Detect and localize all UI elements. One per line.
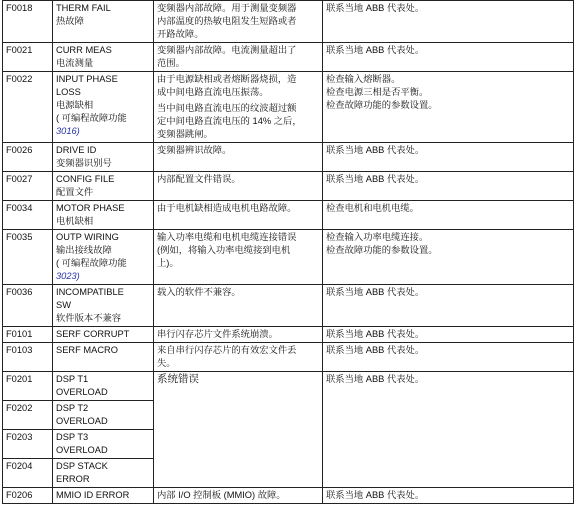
fault-name-line: 热故障 <box>56 16 84 26</box>
fault-action-line: 联系当地 ABB 代表处。 <box>326 3 425 13</box>
fault-action <box>323 285 574 327</box>
fault-code: F0027 <box>3 172 53 201</box>
fault-code: F0204 <box>3 459 53 488</box>
fault-cause-line: 载入的软件不兼容。 <box>157 287 241 297</box>
fault-name-line: SERF MACRO <box>56 345 118 355</box>
fault-cause-line: 由于电机缺相造成电机电路故障。 <box>157 203 297 213</box>
fault-name-line: OVERLOAD <box>56 387 108 397</box>
table-row <box>3 172 574 201</box>
fault-cause-line: 上)。 <box>157 258 179 268</box>
fault-action <box>323 172 574 201</box>
table-row <box>3 343 574 372</box>
fault-cause-line: 内部温度的热敏电阻发生短路或者 <box>157 16 297 26</box>
table-row <box>3 72 574 143</box>
table-row <box>3 327 574 343</box>
fault-cause-line: 变频器跳闸。 <box>157 129 213 139</box>
fault-cause <box>154 285 323 327</box>
fault-name <box>53 430 154 459</box>
fault-name-line: 软件版本不兼容 <box>56 313 122 323</box>
fault-code: F0018 <box>3 1 53 43</box>
fault-action-line: 检查故障功能的参数设置。 <box>326 245 438 255</box>
fault-name-line: MMIO ID ERROR <box>56 490 130 500</box>
table-row <box>3 201 574 230</box>
fault-name-line: 电源缺相 <box>56 100 94 110</box>
fault-code: F0026 <box>3 143 53 172</box>
fault-cause <box>154 343 323 372</box>
fault-code: F0206 <box>3 488 53 504</box>
table-row <box>3 488 574 504</box>
fault-cause-line: 输入功率电缆和电机电缆连接错误 <box>157 232 297 242</box>
fault-action <box>323 327 574 343</box>
fault-cause-line: 当中间电路直流电压的纹波超过额 <box>157 103 297 113</box>
fault-cause-line: 变频器辨识故障。 <box>157 145 232 155</box>
fault-cause <box>154 327 323 343</box>
fault-code: F0202 <box>3 401 53 430</box>
fault-name-line: CURR MEAS <box>56 45 112 55</box>
fault-name <box>53 488 154 504</box>
fault-name-line: OVERLOAD <box>56 445 108 455</box>
fault-name-line: MOTOR PHASE <box>56 203 125 213</box>
fault-name-line: INPUT PHASE <box>56 74 118 84</box>
fault-action: 联系当地 ABB 代表处。 <box>323 372 574 488</box>
fault-cause <box>154 43 323 72</box>
parameter-reference: 3023) <box>56 271 80 281</box>
fault-action <box>323 343 574 372</box>
table-row <box>3 372 574 401</box>
fault-action-line: 联系当地 ABB 代表处。 <box>326 174 425 184</box>
fault-cause <box>154 230 323 285</box>
table-row <box>3 43 574 72</box>
fault-action-line: 检查故障功能的参数设置。 <box>326 100 438 110</box>
fault-code: F0022 <box>3 72 53 143</box>
fault-name <box>53 459 154 488</box>
fault-name-line: 电机缺相 <box>56 216 94 226</box>
fault-name-line: SERF CORRUPT <box>56 329 130 339</box>
fault-name <box>53 230 154 285</box>
fault-action <box>323 143 574 172</box>
fault-cause-line: 开路故障。 <box>157 29 204 39</box>
fault-action-line: 联系当地 ABB 代表处。 <box>326 45 425 55</box>
fault-code: F0101 <box>3 327 53 343</box>
fault-cause-line: 串行闪存芯片文件系统崩溃。 <box>157 329 278 339</box>
fault-action <box>323 230 574 285</box>
fault-cause <box>154 172 323 201</box>
fault-name-line: DSP STACK <box>56 461 108 471</box>
table-row <box>3 1 574 43</box>
fault-cause-line: 由于电源缺相或者熔断器烧损，造 <box>157 74 297 84</box>
fault-name-line: ( 可编程故障功能 <box>56 258 127 268</box>
fault-cause: 系统错误 <box>154 372 323 488</box>
fault-cause-line: 来自串行闪存芯片的有效宏文件丢 <box>157 345 297 355</box>
fault-name-line: OUTP WIRING <box>56 232 119 242</box>
fault-action-line: 检查输入熔断器。 <box>326 74 401 84</box>
fault-cause-line: 内部 I/O 控制板 (MMIO) 故障。 <box>157 490 286 500</box>
fault-name-line: DSP T3 <box>56 432 89 442</box>
table-row <box>3 143 574 172</box>
fault-name-line: SW <box>56 300 71 310</box>
fault-action-line: 检查电源三相是否平衡。 <box>326 87 429 97</box>
fault-cause-line: 范围。 <box>157 58 185 68</box>
fault-name-line: LOSS <box>56 87 81 97</box>
fault-name <box>53 1 154 43</box>
fault-name-line: DSP T1 <box>56 374 89 384</box>
fault-name <box>53 327 154 343</box>
fault-code: F0201 <box>3 372 53 401</box>
fault-action-line: 联系当地 ABB 代表处。 <box>326 345 425 355</box>
fault-name <box>53 401 154 430</box>
fault-action-line: 检查电机和电机电缆。 <box>326 203 419 213</box>
fault-name-line: DRIVE ID <box>56 145 97 155</box>
fault-name-line: 变频器识别号 <box>56 158 112 168</box>
fault-name-line: ERROR <box>56 474 90 484</box>
fault-cause-line: 变频器内部故障。电流测量超出了 <box>157 45 297 55</box>
fault-action <box>323 43 574 72</box>
fault-name-line: INCOMPATIBLE <box>56 287 124 297</box>
fault-cause <box>154 143 323 172</box>
fault-action-line: 检查输入功率电缆连接。 <box>326 232 429 242</box>
fault-action <box>323 1 574 43</box>
fault-cause-line: 成中间电路直流电压振荡。 <box>157 87 269 97</box>
fault-action <box>323 201 574 230</box>
fault-code: F0036 <box>3 285 53 327</box>
fault-table-body <box>3 1 574 504</box>
fault-name-line: THERM FAIL <box>56 3 111 13</box>
fault-action <box>323 488 574 504</box>
fault-name <box>53 372 154 401</box>
fault-name <box>53 43 154 72</box>
fault-name <box>53 343 154 372</box>
fault-cause <box>154 72 323 143</box>
fault-name-line: OVERLOAD <box>56 416 108 426</box>
fault-name <box>53 72 154 143</box>
fault-name <box>53 201 154 230</box>
fault-cause-line: (例如，将输入功率电缆接到电机 <box>157 245 291 255</box>
fault-name-line: DSP T2 <box>56 403 89 413</box>
fault-cause <box>154 488 323 504</box>
fault-code: F0103 <box>3 343 53 372</box>
fault-table <box>2 0 574 504</box>
fault-action <box>323 72 574 143</box>
fault-name-line: 输出接线故障 <box>56 245 112 255</box>
fault-code: F0035 <box>3 230 53 285</box>
fault-name-line: 配置文件 <box>56 187 94 197</box>
table-row <box>3 285 574 327</box>
fault-name-line: CONFIG FILE <box>56 174 115 184</box>
fault-action-line: 联系当地 ABB 代表处。 <box>326 329 425 339</box>
fault-action-line: 联系当地 ABB 代表处。 <box>326 145 425 155</box>
fault-cause-line: 内部配置文件错误。 <box>157 174 241 184</box>
fault-cause <box>154 201 323 230</box>
fault-name <box>53 172 154 201</box>
fault-cause-line: 失。 <box>157 358 176 368</box>
fault-cause <box>154 1 323 43</box>
fault-name <box>53 285 154 327</box>
fault-action-line: 联系当地 ABB 代表处。 <box>326 490 425 500</box>
table-row <box>3 230 574 285</box>
fault-name-line: ( 可编程故障功能 <box>56 113 127 123</box>
fault-cause-line: 变频器内部故障。用于测量变频器 <box>157 3 297 13</box>
fault-name <box>53 143 154 172</box>
fault-cause-line: 定中间电路直流电压的 14% 之后， <box>157 116 302 126</box>
fault-action-line: 联系当地 ABB 代表处。 <box>326 287 425 297</box>
fault-code: F0203 <box>3 430 53 459</box>
fault-code: F0021 <box>3 43 53 72</box>
parameter-reference: 3016) <box>56 126 80 136</box>
fault-code: F0034 <box>3 201 53 230</box>
fault-name-line: 电流测量 <box>56 58 94 68</box>
